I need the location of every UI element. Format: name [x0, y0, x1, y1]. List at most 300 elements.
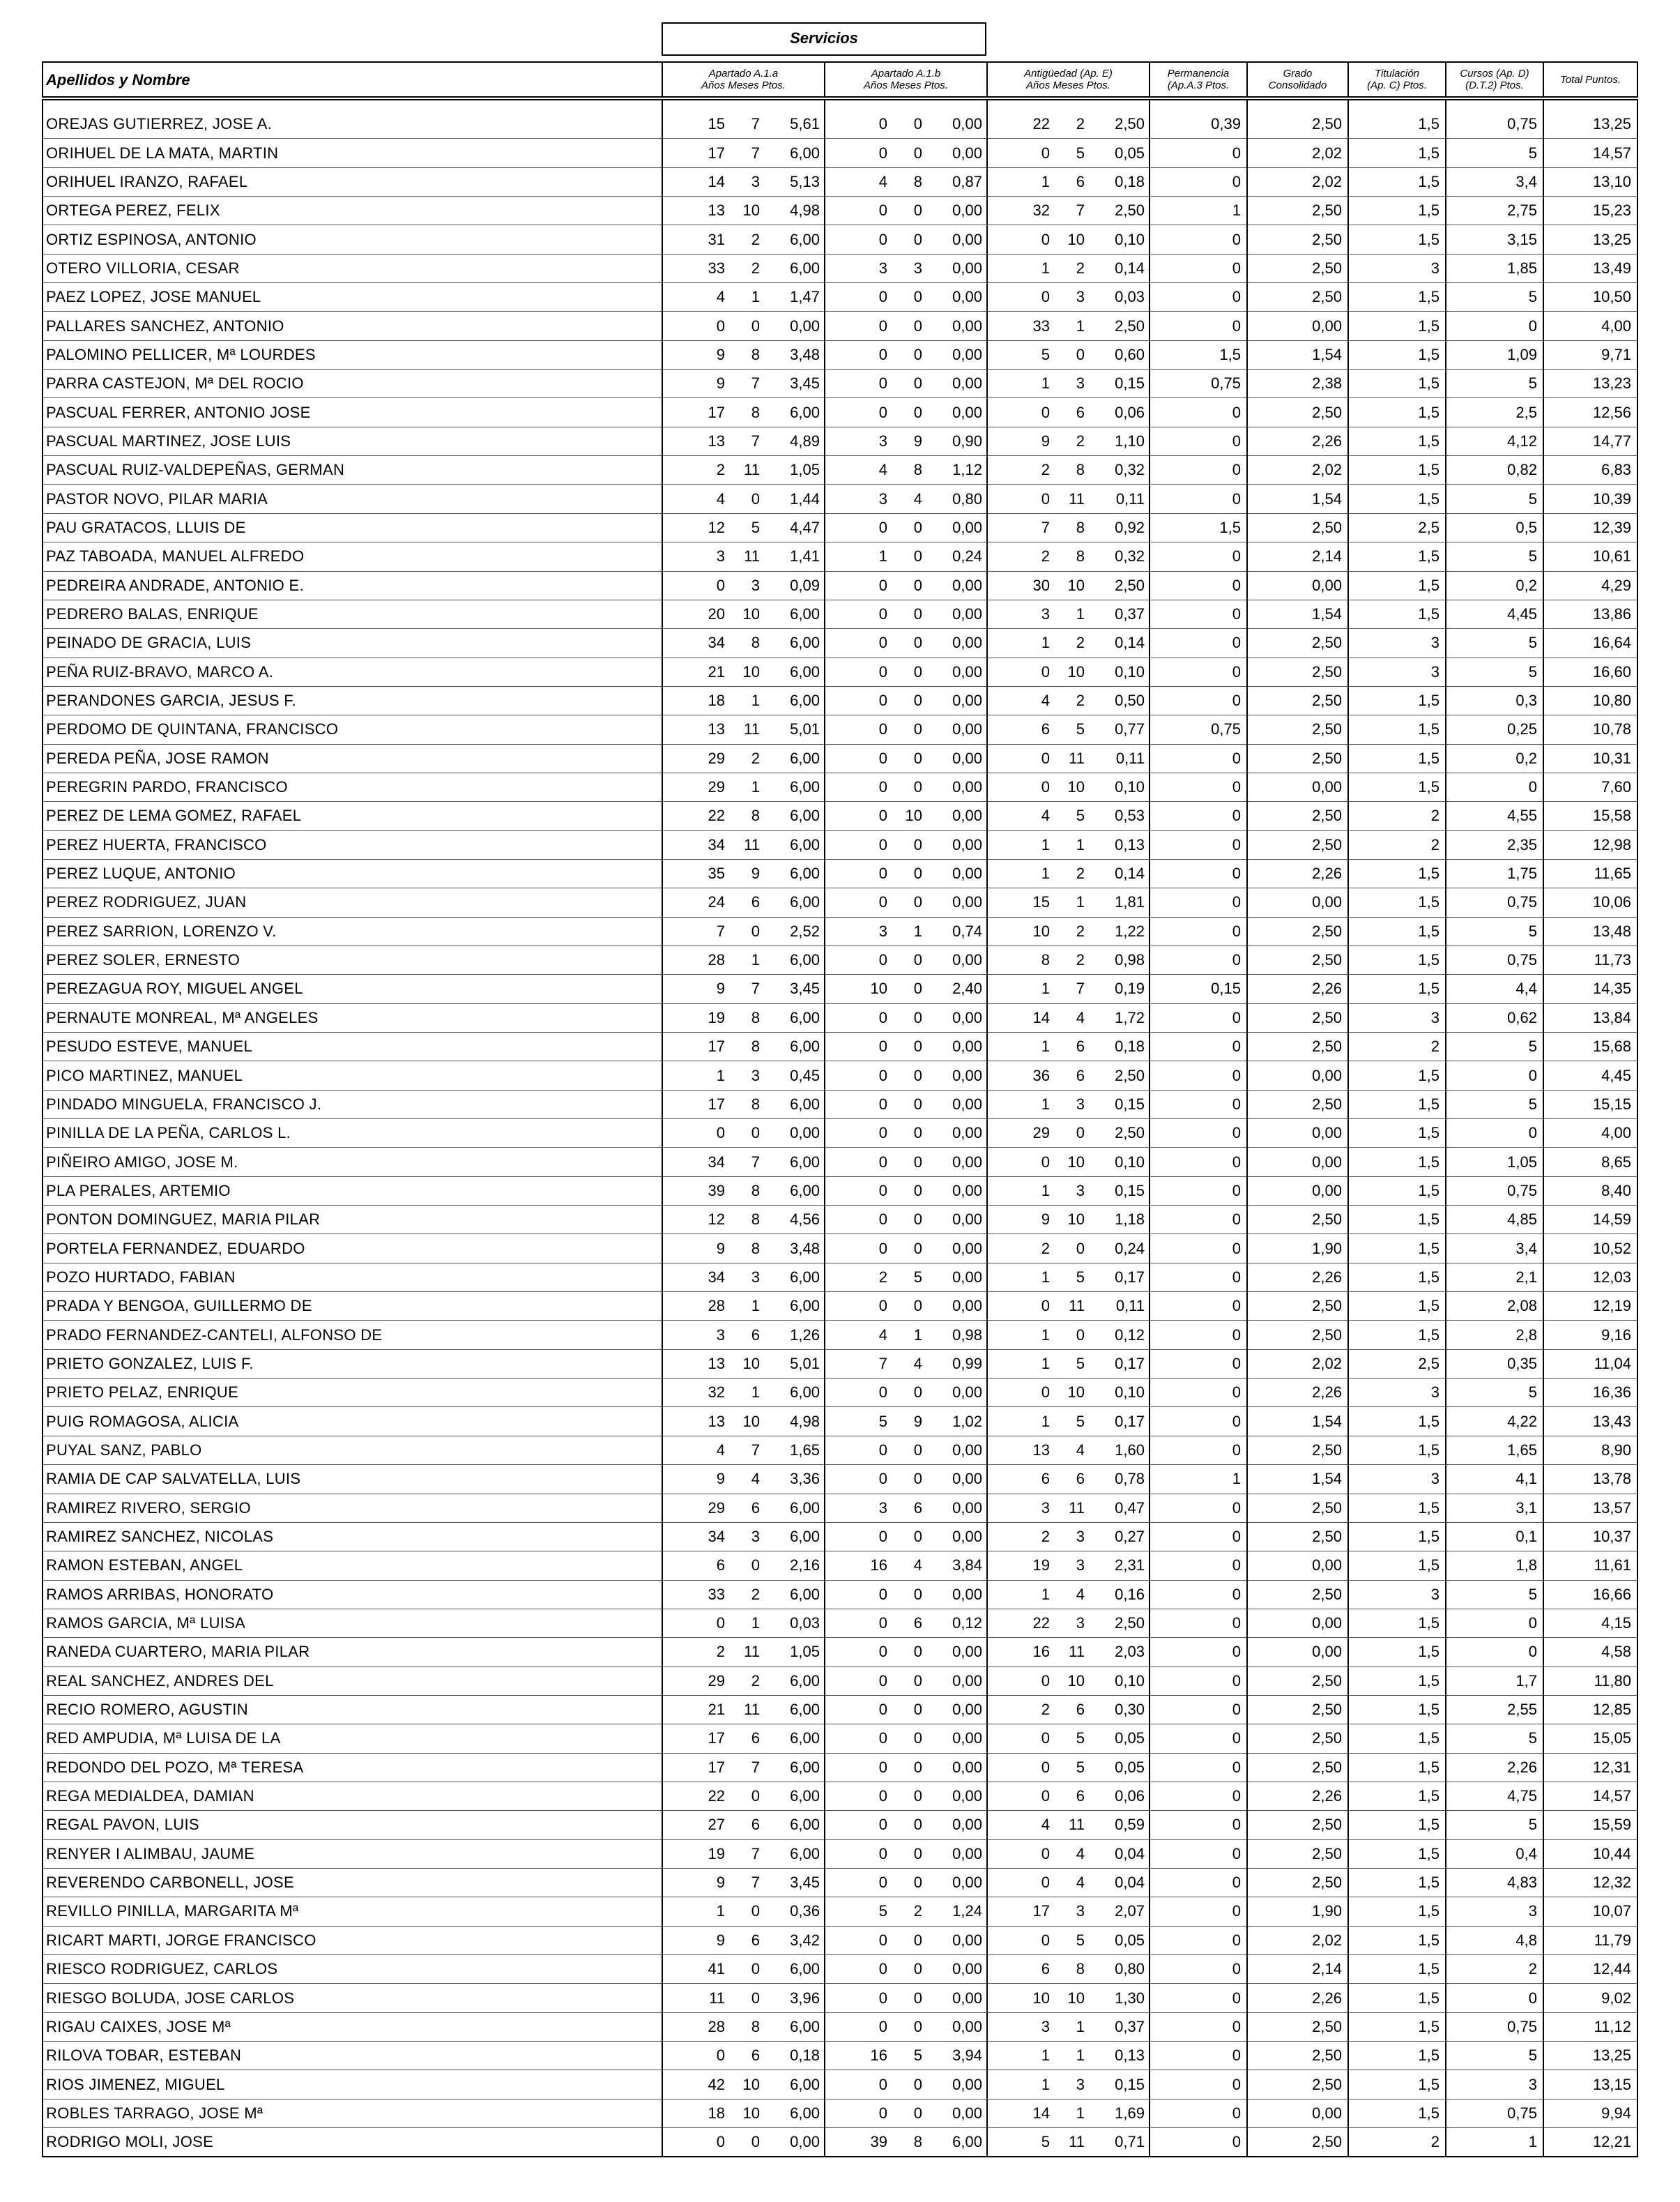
a1b-cell	[825, 1090, 987, 1118]
grado-cell: 0,00	[1247, 888, 1348, 917]
antiguedad-points: 2,50	[1115, 1066, 1145, 1084]
antiguedad-cell	[987, 225, 1150, 254]
a1a-points: 4,47	[790, 518, 820, 536]
a1b-points: 0,00	[952, 576, 982, 594]
a1a-cell	[662, 225, 825, 254]
antiguedad-cell	[987, 1148, 1150, 1176]
a1a-years: 9	[716, 980, 725, 998]
a1b-years: 0	[878, 1671, 887, 1690]
total-cell: 10,61	[1543, 542, 1637, 571]
antiguedad-months: 8	[1076, 461, 1085, 479]
a1a-points: 1,26	[790, 1326, 820, 1344]
antiguedad-points: 0,17	[1115, 1412, 1145, 1430]
a1a-years: 29	[708, 749, 725, 767]
a1a-cell	[662, 1379, 825, 1407]
antiguedad-years: 0	[1041, 489, 1050, 508]
a1b-points: 0,98	[952, 1326, 982, 1344]
antiguedad-cell	[987, 2012, 1150, 2041]
table-row	[43, 513, 1637, 542]
antiguedad-months: 5	[1076, 1729, 1085, 1747]
a1b-years: 4	[878, 1326, 887, 1344]
antiguedad-months: 3	[1076, 1095, 1085, 1113]
antiguedad-points: 2,03	[1115, 1643, 1145, 1661]
a1b-years: 1	[878, 547, 887, 565]
a1a-years: 13	[708, 720, 725, 738]
total-cell: 15,23	[1543, 197, 1637, 225]
a1b-points: 0,00	[952, 1844, 982, 1862]
table-header-row	[43, 62, 1637, 98]
a1b-months: 0	[913, 720, 922, 738]
titulacion-cell: 1,5	[1348, 2042, 1446, 2070]
name-cell: OREJAS GUTIERREZ, JOSE A.	[43, 110, 662, 139]
cursos-cell: 0,75	[1446, 1176, 1543, 1205]
a1a-cell	[662, 1494, 825, 1522]
cursos-cell: 0,75	[1446, 2099, 1543, 2127]
a1a-cell	[662, 1753, 825, 1782]
name-cell: RIOS JIMENEZ, MIGUEL	[43, 2070, 662, 2099]
name-cell: RAMIREZ RIVERO, SERGIO	[43, 1494, 662, 1522]
table-row	[43, 2042, 1637, 2070]
grado-cell: 2,50	[1247, 686, 1348, 715]
antiguedad-points: 0,10	[1115, 662, 1145, 681]
antiguedad-cell	[987, 1666, 1150, 1695]
cursos-cell: 5	[1446, 1811, 1543, 1839]
a1a-cell	[662, 571, 825, 600]
table-row	[43, 456, 1637, 485]
table-row	[43, 1638, 1637, 1666]
table-row	[43, 1148, 1637, 1176]
titulacion-cell: 1,5	[1348, 1811, 1446, 1839]
a1b-years: 0	[878, 1758, 887, 1776]
a1a-years: 31	[708, 230, 725, 248]
grado-cell: 2,02	[1247, 139, 1348, 167]
antiguedad-months: 11	[1069, 489, 1085, 508]
a1a-months: 0	[751, 1960, 760, 1978]
antiguedad-points: 0,10	[1115, 230, 1145, 248]
titulacion-cell: 1,5	[1348, 975, 1446, 1003]
table-row	[43, 254, 1637, 282]
a1a-months: 10	[742, 1412, 760, 1430]
antiguedad-cell	[987, 1061, 1150, 1090]
a1a-cell	[662, 1926, 825, 1954]
grado-cell: 2,50	[1247, 1033, 1348, 1061]
a1b-years: 0	[878, 634, 887, 652]
a1a-cell	[662, 485, 825, 513]
antiguedad-months: 2	[1076, 115, 1085, 133]
name-cell: PESUDO ESTEVE, MANUEL	[43, 1033, 662, 1061]
titulacion-cell: 1,5	[1348, 2012, 1446, 2041]
a1a-points: 6,00	[790, 144, 820, 162]
a1a-cell	[662, 197, 825, 225]
a1a-years: 34	[708, 835, 725, 853]
total-cell: 12,39	[1543, 513, 1637, 542]
titulacion-cell: 1,5	[1348, 1061, 1446, 1090]
a1b-years: 0	[878, 1931, 887, 1949]
name-cell: RICART MARTI, JORGE FRANCISCO	[43, 1926, 662, 1954]
name-cell: REVILLO PINILLA, MARGARITA Mª	[43, 1897, 662, 1926]
grado-cell: 2,50	[1247, 917, 1348, 946]
table-row	[43, 2070, 1637, 2099]
antiguedad-points: 0,53	[1115, 807, 1145, 825]
titulacion-cell: 1,5	[1348, 1839, 1446, 1868]
a1b-months: 4	[913, 1556, 922, 1574]
a1b-years: 0	[878, 1008, 887, 1026]
titulacion-cell: 1,5	[1348, 456, 1446, 485]
a1a-cell	[662, 1263, 825, 1291]
a1a-cell	[662, 1638, 825, 1666]
name-cell: PIÑEIRO AMIGO, JOSE M.	[43, 1148, 662, 1176]
antiguedad-months: 2	[1076, 432, 1085, 450]
permanencia-cell: 1,5	[1150, 513, 1247, 542]
a1b-years: 0	[878, 2075, 887, 2093]
a1b-points: 0,00	[952, 1441, 982, 1459]
table-row	[43, 1033, 1637, 1061]
antiguedad-points: 0,10	[1115, 1383, 1145, 1402]
a1b-points: 0,00	[952, 2104, 982, 2122]
antiguedad-cell	[987, 1436, 1150, 1464]
antiguedad-years: 1	[1041, 259, 1050, 277]
a1b-cell	[825, 658, 987, 686]
cursos-cell: 4,83	[1446, 1868, 1543, 1897]
a1b-months: 0	[913, 1297, 922, 1315]
grado-cell: 2,50	[1247, 802, 1348, 830]
a1b-years: 0	[878, 692, 887, 710]
a1b-years: 0	[878, 1181, 887, 1199]
a1b-years: 0	[878, 1124, 887, 1142]
a1a-cell	[662, 1839, 825, 1868]
antiguedad-months: 6	[1076, 1701, 1085, 1719]
a1b-months: 0	[913, 1758, 922, 1776]
table-row	[43, 1839, 1637, 1868]
table-row	[43, 773, 1637, 801]
a1a-years: 24	[708, 893, 725, 911]
permanencia-cell: 0	[1150, 1753, 1247, 1782]
a1b-points: 0,00	[952, 1181, 982, 1199]
a1a-points: 0,00	[790, 317, 820, 335]
a1b-months: 0	[913, 1960, 922, 1978]
total-cell: 12,19	[1543, 1292, 1637, 1321]
a1a-years: 22	[708, 807, 725, 825]
a1a-months: 7	[751, 1844, 760, 1862]
a1a-months: 1	[751, 1297, 760, 1315]
cursos-cell: 0,62	[1446, 1003, 1543, 1032]
a1b-months: 9	[913, 432, 922, 450]
antiguedad-years: 2	[1041, 1528, 1050, 1546]
antiguedad-cell	[987, 1003, 1150, 1032]
name-cell: RECIO ROMERO, AGUSTIN	[43, 1695, 662, 1724]
total-cell: 13,23	[1543, 370, 1637, 398]
permanencia-cell: 0	[1150, 773, 1247, 801]
permanencia-cell: 0	[1150, 427, 1247, 455]
a1b-points: 0,00	[952, 1095, 982, 1113]
name-cell: ORIHUEL IRANZO, RAFAEL	[43, 167, 662, 196]
a1b-years: 0	[878, 893, 887, 911]
table-row	[43, 1494, 1637, 1522]
cursos-cell: 2,26	[1446, 1753, 1543, 1782]
cursos-cell: 0	[1446, 1638, 1543, 1666]
a1a-months: 8	[751, 1095, 760, 1113]
permanencia-cell: 0	[1150, 658, 1247, 686]
titulacion-cell: 1,5	[1348, 1148, 1446, 1176]
a1b-points: 0,00	[952, 749, 982, 767]
antiguedad-months: 4	[1076, 1441, 1085, 1459]
a1b-years: 0	[878, 1470, 887, 1488]
column-header-name: Apellidos y Nombre	[43, 62, 662, 98]
antiguedad-cell	[987, 1321, 1150, 1349]
name-cell: PASCUAL MARTINEZ, JOSE LUIS	[43, 427, 662, 455]
antiguedad-years: 5	[1041, 2133, 1050, 2151]
table-row	[43, 1176, 1637, 1205]
grado-cell: 2,50	[1247, 1003, 1348, 1032]
antiguedad-points: 1,30	[1115, 1989, 1145, 2007]
a1a-points: 6,00	[790, 1181, 820, 1199]
a1a-months: 11	[744, 720, 760, 738]
a1a-years: 21	[708, 1701, 725, 1719]
total-cell: 11,79	[1543, 1926, 1637, 1954]
antiguedad-points: 0,59	[1115, 1816, 1145, 1834]
titulacion-cell: 1,5	[1348, 1436, 1446, 1464]
titulacion-cell: 1,5	[1348, 225, 1446, 254]
grado-cell: 2,26	[1247, 1379, 1348, 1407]
a1b-months: 1	[913, 922, 922, 940]
a1b-cell	[825, 1263, 987, 1291]
antiguedad-months: 10	[1067, 1671, 1085, 1690]
titulacion-cell: 1,5	[1348, 1522, 1446, 1551]
a1a-years: 14	[708, 172, 725, 190]
a1b-years: 0	[878, 835, 887, 853]
a1a-cell	[662, 1148, 825, 1176]
a1b-cell	[825, 975, 987, 1003]
table-row	[43, 744, 1637, 773]
antiguedad-years: 10	[1032, 1989, 1050, 2007]
total-cell: 15,15	[1543, 1090, 1637, 1118]
name-cell: ORIHUEL DE LA MATA, MARTIN	[43, 139, 662, 167]
a1b-cell	[825, 830, 987, 859]
name-cell: REGAL PAVON, LUIS	[43, 1811, 662, 1839]
titulacion-cell: 1,5	[1348, 2099, 1446, 2127]
antiguedad-cell	[987, 1753, 1150, 1782]
a1a-months: 2	[751, 1671, 760, 1690]
table-row	[43, 1003, 1637, 1032]
a1b-cell	[825, 1551, 987, 1580]
cursos-cell: 5	[1446, 629, 1543, 658]
antiguedad-years: 7	[1041, 518, 1050, 536]
a1b-years: 0	[878, 2017, 887, 2035]
antiguedad-months: 2	[1076, 634, 1085, 652]
a1b-points: 0,00	[952, 1585, 982, 1603]
a1a-years: 0	[716, 1614, 725, 1632]
a1b-cell	[825, 1436, 987, 1464]
a1a-cell	[662, 859, 825, 888]
antiguedad-months: 10	[1067, 1210, 1085, 1229]
a1b-points: 0,00	[952, 2075, 982, 2093]
titulacion-cell: 1,5	[1348, 888, 1446, 917]
antiguedad-points: 0,03	[1115, 288, 1145, 306]
a1a-cell	[662, 773, 825, 801]
table-row	[43, 1206, 1637, 1234]
antiguedad-years: 13	[1032, 1441, 1050, 1459]
total-cell: 10,06	[1543, 888, 1637, 917]
antiguedad-cell	[987, 1033, 1150, 1061]
a1a-years: 29	[708, 778, 725, 796]
a1b-months: 0	[913, 1095, 922, 1113]
antiguedad-cell	[987, 398, 1150, 427]
antiguedad-months: 3	[1076, 1528, 1085, 1546]
antiguedad-months: 6	[1076, 172, 1085, 190]
total-cell: 10,78	[1543, 715, 1637, 744]
antiguedad-years: 5	[1041, 345, 1050, 363]
a1b-years: 3	[878, 1498, 887, 1517]
a1b-cell	[825, 1839, 987, 1868]
permanencia-cell: 0	[1150, 1868, 1247, 1897]
antiguedad-years: 1	[1041, 1268, 1050, 1286]
a1a-years: 33	[708, 259, 725, 277]
antiguedad-points: 0,04	[1115, 1874, 1145, 1892]
total-cell: 12,85	[1543, 1695, 1637, 1724]
a1b-months: 4	[913, 489, 922, 508]
a1b-cell	[825, 1753, 987, 1782]
a1a-points: 1,47	[790, 288, 820, 306]
grado-cell: 0,00	[1247, 312, 1348, 340]
a1b-cell	[825, 225, 987, 254]
cursos-cell: 0	[1446, 1061, 1543, 1090]
table-row	[43, 2128, 1637, 2157]
a1a-months: 6	[751, 1729, 760, 1747]
a1a-years: 34	[708, 1528, 725, 1546]
antiguedad-years: 0	[1041, 288, 1050, 306]
antiguedad-points: 0,06	[1115, 1787, 1145, 1805]
table-row	[43, 1753, 1637, 1782]
antiguedad-cell	[987, 110, 1150, 139]
name-cell: PEREZ LUQUE, ANTONIO	[43, 859, 662, 888]
antiguedad-years: 14	[1032, 1008, 1050, 1026]
antiguedad-cell	[987, 139, 1150, 167]
antiguedad-points: 0,05	[1115, 1931, 1145, 1949]
column-header-total: Total Puntos.	[1543, 62, 1637, 98]
a1a-years: 27	[708, 1816, 725, 1834]
table-row	[43, 1724, 1637, 1753]
antiguedad-cell	[987, 513, 1150, 542]
antiguedad-months: 6	[1076, 1066, 1085, 1084]
a1b-months: 0	[913, 634, 922, 652]
antiguedad-years: 0	[1041, 403, 1050, 421]
cursos-cell: 2,35	[1446, 830, 1543, 859]
permanencia-cell: 0	[1150, 283, 1247, 312]
permanencia-cell: 0	[1150, 1176, 1247, 1205]
a1a-points: 6,00	[790, 1038, 820, 1056]
a1b-years: 0	[878, 1816, 887, 1834]
cursos-cell: 4,22	[1446, 1407, 1543, 1436]
permanencia-cell: 0	[1150, 571, 1247, 600]
grado-cell: 2,50	[1247, 1839, 1348, 1868]
antiguedad-years: 30	[1032, 576, 1050, 594]
a1b-cell	[825, 1379, 987, 1407]
antiguedad-months: 8	[1076, 547, 1085, 565]
antiguedad-years: 9	[1041, 432, 1050, 450]
a1b-points: 0,90	[952, 432, 982, 450]
a1b-months: 0	[913, 778, 922, 796]
cursos-cell: 0	[1446, 1119, 1543, 1148]
a1a-points: 6,00	[790, 1498, 820, 1517]
grado-cell: 2,50	[1247, 513, 1348, 542]
permanencia-cell: 0	[1150, 1321, 1247, 1349]
a1a-years: 17	[708, 1095, 725, 1113]
grado-cell: 1,54	[1247, 1407, 1348, 1436]
cursos-cell: 4,75	[1446, 1782, 1543, 1810]
titulacion-cell: 2	[1348, 830, 1446, 859]
a1b-years: 39	[870, 2133, 887, 2151]
antiguedad-years: 14	[1032, 2104, 1050, 2122]
a1a-years: 7	[716, 922, 725, 940]
a1a-months: 7	[751, 1441, 760, 1459]
total-cell: 15,05	[1543, 1724, 1637, 1753]
titulacion-cell: 1,5	[1348, 1926, 1446, 1954]
antiguedad-years: 2	[1041, 1701, 1050, 1719]
a1b-points: 0,00	[952, 634, 982, 652]
total-cell: 13,84	[1543, 1003, 1637, 1032]
antiguedad-cell	[987, 456, 1150, 485]
cursos-cell: 1,85	[1446, 254, 1543, 282]
a1a-years: 18	[708, 692, 725, 710]
grado-cell: 2,50	[1247, 715, 1348, 744]
a1b-years: 0	[878, 1095, 887, 1113]
permanencia-cell: 0	[1150, 1292, 1247, 1321]
a1b-months: 0	[913, 692, 922, 710]
a1a-cell	[662, 1234, 825, 1263]
a1b-points: 0,99	[952, 1354, 982, 1372]
a1a-years: 6	[716, 1556, 725, 1574]
a1a-cell	[662, 715, 825, 744]
antiguedad-cell	[987, 744, 1150, 773]
a1b-points: 0,00	[952, 835, 982, 853]
table-row	[43, 600, 1637, 628]
a1a-months: 10	[742, 202, 760, 220]
antiguedad-months: 3	[1076, 1556, 1085, 1574]
a1b-months: 0	[913, 144, 922, 162]
name-cell: PEREZ HUERTA, FRANCISCO	[43, 830, 662, 859]
column-header-antiguedad: Antigüedad (Ap. E) Años Meses Ptos.	[987, 62, 1150, 98]
titulacion-cell: 1,5	[1348, 427, 1446, 455]
antiguedad-points: 0,04	[1115, 1844, 1145, 1862]
grado-cell: 1,90	[1247, 1897, 1348, 1926]
name-cell: PAZ TABOADA, MANUEL ALFREDO	[43, 542, 662, 571]
a1b-cell	[825, 370, 987, 398]
name-cell: PAEZ LOPEZ, JOSE MANUEL	[43, 283, 662, 312]
antiguedad-years: 6	[1041, 720, 1050, 738]
name-cell: PEDREIRA ANDRADE, ANTONIO E.	[43, 571, 662, 600]
permanencia-cell: 0	[1150, 600, 1247, 628]
titulacion-cell: 3	[1348, 1465, 1446, 1494]
antiguedad-years: 22	[1032, 115, 1050, 133]
grado-cell: 0,00	[1247, 571, 1348, 600]
a1b-cell	[825, 2128, 987, 2157]
column-header-grado: Grado Consolidado	[1247, 62, 1348, 98]
name-cell: RAMON ESTEBAN, ANGEL	[43, 1551, 662, 1580]
grado-cell: 2,50	[1247, 1090, 1348, 1118]
cursos-cell: 0	[1446, 312, 1543, 340]
antiguedad-months: 1	[1076, 2104, 1085, 2122]
a1a-cell	[662, 600, 825, 628]
a1b-points: 0,00	[952, 1787, 982, 1805]
a1b-years: 0	[878, 1643, 887, 1661]
antiguedad-months: 5	[1076, 1931, 1085, 1949]
name-cell: RIESCO RODRIGUEZ, CARLOS	[43, 1955, 662, 1984]
total-cell: 6,83	[1543, 456, 1637, 485]
a1a-points: 6,00	[790, 778, 820, 796]
table-row	[43, 859, 1637, 888]
total-cell: 10,37	[1543, 1522, 1637, 1551]
permanencia-cell: 0	[1150, 802, 1247, 830]
